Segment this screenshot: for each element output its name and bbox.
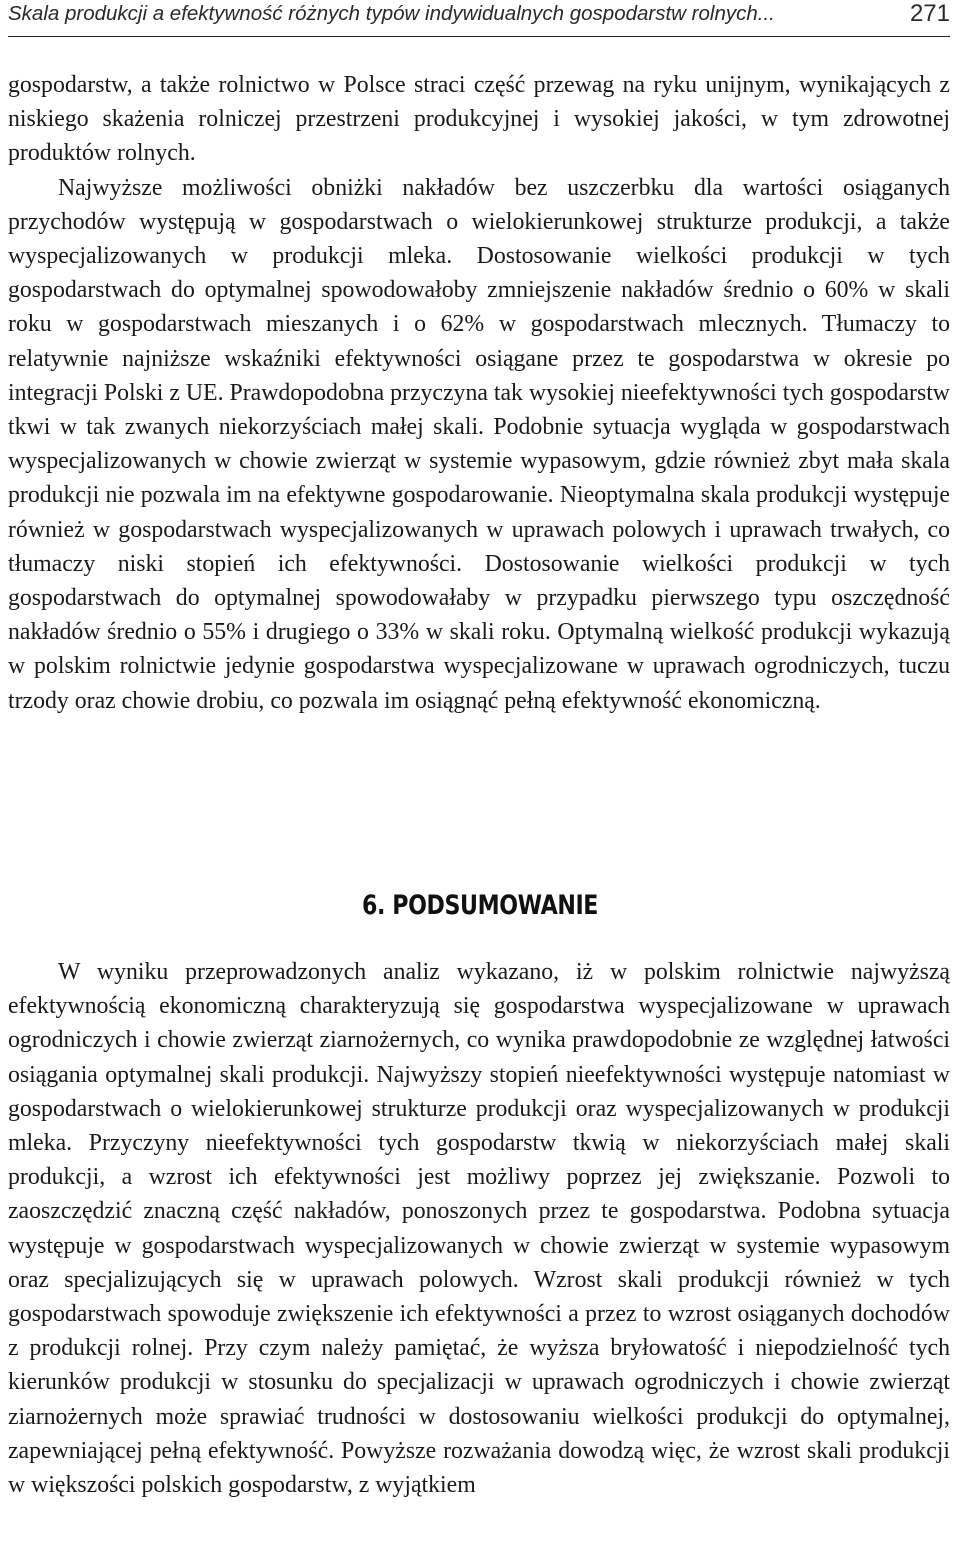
paragraph: W wyniku przeprowadzonych analiz wykazano, iż w polskim rolnictwie najwyższą efektywnością ekonomiczną charakteryzują się gospodarstwa wyspecjalizowane w uprawach ogrodniczych i chowie zwierząt ziarnożernych, co wynika prawdopodobnie ze względnej łatwości osiągania optymalnej skali produkcji. Najwyższy stopień nieefektywności występuje natomiast w gospodarstwach o wielokierunkowej strukturze produkcji oraz wyspecjalizowanych w produkcji mleka. Przyczyny nieefektywności tych gospodarstw tkwią w niekorzyściach małej skali produkcji, a wzrost ich efektywności jest możliwy poprzez jej zwiększanie. Pozwoli to zaoszczędzić znaczną część nakładów, ponoszonych przez te gospodarstwa. Podobna sytuacja występuje w gospodarstwach wyspecjalizowanych w chowie zwierząt w systemie wypasowym oraz specjalizujących się w uprawach polowych. Wzrost skali produkcji również w tych gospodarstwach spowoduje zwiększenie ich efektywności a przez to wzrost osiąganych dochodów z produkcji rolnej. Przy czym należy pamiętać, że wyższa bryłowatość i niepodzielność tych kierunków produkcji w stosunku do specjalizacji w uprawach ogrodniczych i chowie zwierząt ziarnożernych może sprawiać trudności w dostosowaniu wielkości produkcji do optymalnej, zapewniającej pełną efektywność. Powyższe rozważania dowodzą więc, że wzrost skali produkcji w większości polskich gospodarstw, z wyjątkiem <box>8 959 950 1499</box>
running-header-title: Skala produkcji a efektywność różnych typów indywidualnych gospodarstw rolnych... <box>8 2 775 25</box>
page-number: 271 <box>909 0 950 27</box>
body-text-summary <box>8 955 950 1502</box>
body-text-top <box>8 68 950 718</box>
section-heading: 6. PODSUMOWANIE <box>361 890 599 921</box>
running-header <box>8 0 950 37</box>
paragraph-continuation: gospodarstw, a także rolnictwo w Polsce straci część przewag na ryku unijnym, wynikających z niskiego skażenia rolniczej przestrzeni produkcyjnej i wysokiej jakości, w tym zdrowotnej produktów rolnych. <box>8 72 950 167</box>
paragraph: Najwyższe możliwości obniżki nakładów bez uszczerbku dla wartości osiąganych przychodów występują w gospodarstwach o wielokierunkowej strukturze produkcji, a także wyspecjalizowanych w produkcji mleka. Dostosowanie wielkości produkcji w tych gospodarstwach do optymalnej spowodowałoby zmniejszenie nakładów średnio o 60% w skali roku w gospodarstwach mieszanych i o 62% w gospodarstwach mlecznych. Tłumaczy to relatywnie najniższe wskaźniki efektywności osiągane przez te gospodarstwa w okresie po integracji Polski z UE. Prawdopodobna przyczyna tak wysokiej nieefektywności tych gospodarstw tkwi w tak zwanych niekorzyściach małej skali. Podobnie sytuacja wygląda w gospodarstwach wyspecjalizowanych w chowie zwierząt w systemie wypasowym, gdzie również zbyt mała skala produkcji nie pozwala im na efektywne gospodarowanie. Nieoptymalna skala produkcji występuje również w gospodarstwach wyspecjalizowanych w uprawach polowych i uprawach trwałych, co tłumaczy niski stopień ich efektywności. Dostosowanie wielkości produkcji w tych gospodarstwach do optymalnej spowodowałaby w przypadku pierwszego typu oszczędność nakładów średnio o 55% i drugiego o 33% w skali roku. Optymalną wielkość produkcji wykazują w polskim rolnictwie jedynie gospodarstwa wyspecjalizowane w uprawach ogrodniczych, tuczu trzody oraz chowie drobiu, co pozwala im osiągnąć pełną efektywność ekonomiczną. <box>8 174 950 714</box>
